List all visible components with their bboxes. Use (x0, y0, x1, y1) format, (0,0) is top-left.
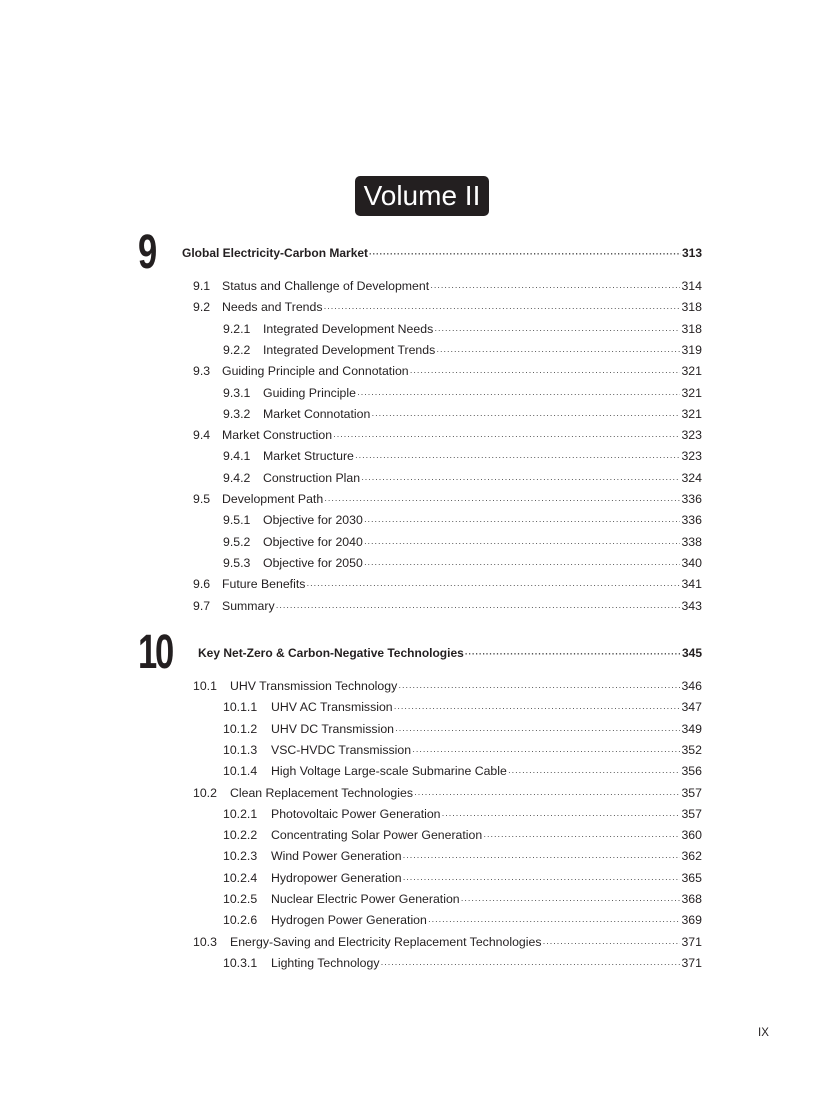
dot-leader (324, 300, 681, 316)
section-page: 352 (681, 742, 702, 757)
dot-leader (357, 386, 681, 402)
section-page: 336 (681, 513, 702, 528)
section-page: 343 (681, 598, 702, 613)
section-title: High Voltage Large-scale Submarine Cable (271, 764, 507, 779)
toc-entry[interactable] (223, 555, 702, 571)
dot-leader (324, 492, 680, 508)
toc-entry[interactable] (223, 512, 702, 528)
section-number: 9.3 (193, 364, 211, 379)
section-title: Status and Challenge of Development (222, 279, 430, 293)
section-number: 9.5.3 (223, 555, 251, 570)
section-number: 9.2.2 (223, 342, 251, 357)
toc-entry[interactable] (223, 406, 702, 422)
dot-leader (483, 828, 680, 844)
dot-leader (410, 364, 681, 380)
section-number: 10.2.6 (223, 913, 258, 928)
toc-entry[interactable] (223, 534, 702, 550)
dot-leader (395, 722, 680, 738)
section-page: 318 (681, 300, 702, 315)
section-number: 10.1.4 (223, 764, 258, 779)
section-page: 323 (681, 449, 702, 464)
section-title: Development Path (222, 492, 324, 506)
section-page: 347 (681, 700, 702, 715)
toc-entry[interactable] (193, 576, 702, 592)
section-number: 9.4 (193, 428, 211, 443)
section-number: 9.2 (193, 300, 211, 315)
section-page: 324 (681, 470, 702, 485)
section-page: 321 (681, 385, 702, 400)
toc-entry[interactable] (223, 870, 702, 886)
dot-leader (436, 343, 680, 359)
dot-leader (414, 786, 680, 802)
dot-leader (442, 807, 681, 823)
dot-leader (542, 935, 680, 951)
toc-entry[interactable] (223, 742, 702, 758)
section-number: 9.3.1 (223, 385, 251, 400)
dot-leader (369, 246, 681, 262)
section-number: 9.1 (193, 279, 211, 293)
section-page: 336 (681, 492, 702, 506)
dot-leader (403, 871, 681, 887)
chapter-heading[interactable] (182, 245, 702, 261)
toc-entry[interactable] (193, 785, 702, 801)
section-title: Clean Replacement Technologies (230, 785, 413, 800)
section-page: 321 (681, 364, 702, 379)
section-title: Energy-Saving and Electricity Replacement Technologies (230, 934, 542, 949)
chapter-heading[interactable] (198, 645, 702, 661)
section-page: 369 (681, 913, 702, 928)
section-page: 360 (681, 828, 702, 843)
toc-entry[interactable] (223, 470, 702, 486)
dot-leader (333, 428, 680, 444)
section-title: VSC-HVDC Transmission (271, 742, 412, 757)
dot-leader (361, 471, 680, 487)
toc-entry[interactable] (193, 934, 702, 950)
section-page: 319 (681, 342, 702, 357)
toc-entry[interactable] (223, 955, 702, 971)
section-number: 9.2.1 (223, 321, 251, 336)
section-title: Nuclear Electric Power Generation (271, 892, 460, 906)
section-number: 10.2 (193, 785, 217, 800)
section-number: 10.1.2 (223, 721, 258, 736)
section-title: Construction Plan (263, 470, 361, 485)
chapter-number: 10 (138, 626, 173, 679)
section-number: 10.2.2 (223, 828, 258, 843)
toc-entry[interactable] (223, 848, 702, 864)
section-title: Hydrogen Power Generation (271, 913, 427, 928)
toc-entry[interactable] (223, 321, 702, 337)
section-page: 365 (681, 870, 702, 885)
section-title: Integrated Development Needs (263, 321, 434, 336)
section-title: Concentrating Solar Power Generation (271, 828, 483, 843)
toc-entry[interactable] (223, 342, 702, 358)
section-title: Summary (222, 598, 275, 613)
page-number: IX (758, 1027, 769, 1039)
toc-entry[interactable] (193, 491, 702, 507)
section-page: 338 (681, 534, 702, 549)
chapter-title: Global Electricity-Carbon Market (182, 246, 369, 260)
section-title: Future Benefits (222, 577, 306, 592)
section-page: 362 (681, 849, 702, 864)
section-number: 10.2.4 (223, 870, 258, 885)
section-title: Lighting Technology (271, 955, 380, 970)
section-title: Market Connotation (263, 406, 371, 421)
section-page: 357 (681, 785, 702, 800)
dot-leader (403, 849, 681, 865)
toc-entry[interactable] (193, 278, 702, 294)
dot-leader (398, 679, 680, 695)
chapter-number: 9 (138, 226, 156, 279)
dot-leader (394, 700, 681, 716)
section-page: 371 (681, 934, 702, 949)
section-number: 10.2.1 (223, 806, 258, 821)
section-number: 9.4.2 (223, 470, 251, 485)
section-page: 314 (681, 279, 702, 293)
section-page: 321 (681, 406, 702, 421)
dot-leader (276, 599, 681, 615)
dot-leader (465, 646, 681, 662)
section-page: 341 (681, 577, 702, 592)
section-number: 10.1.3 (223, 742, 258, 757)
section-page: 346 (681, 679, 702, 693)
toc-entry[interactable] (223, 806, 702, 822)
dot-leader (461, 892, 681, 908)
dot-leader (364, 535, 681, 551)
dot-leader (355, 449, 681, 465)
dot-leader (412, 743, 680, 759)
section-number: 9.5.1 (223, 513, 251, 528)
section-page: 357 (681, 806, 702, 821)
section-page: 356 (681, 764, 702, 779)
section-title: Objective for 2050 (263, 555, 363, 570)
toc-entry[interactable] (223, 763, 702, 779)
section-title: Market Construction (222, 428, 333, 443)
section-number: 10.2.5 (223, 892, 258, 906)
section-title: Market Structure (263, 449, 354, 464)
toc-entry[interactable] (223, 448, 702, 464)
section-title: Guiding Principle (263, 385, 356, 400)
chapter-title: Key Net-Zero & Carbon-Negative Technologies (198, 646, 464, 660)
toc-entry[interactable] (193, 427, 702, 443)
toc-entry[interactable] (193, 678, 702, 694)
toc-entry[interactable] (223, 385, 702, 401)
section-title: Wind Power Generation (271, 849, 402, 864)
dot-leader (371, 407, 680, 423)
dot-leader (380, 956, 680, 972)
section-number: 9.7 (193, 598, 211, 613)
toc-entry[interactable] (193, 598, 702, 614)
section-number: 9.4.1 (223, 449, 251, 464)
dot-leader (508, 764, 681, 780)
dot-leader (364, 513, 681, 529)
section-page: 340 (681, 555, 702, 570)
section-title: UHV AC Transmission (271, 700, 393, 715)
section-title: Guiding Principle and Connotation (222, 364, 409, 379)
section-title: Objective for 2030 (263, 513, 363, 528)
toc-entry[interactable] (223, 827, 702, 843)
volume-title: Volume II (355, 176, 489, 216)
toc-entry[interactable] (223, 721, 702, 737)
dot-leader (430, 279, 680, 295)
chapter-page: 313 (681, 246, 702, 260)
dot-leader (434, 322, 680, 338)
toc-entry[interactable] (223, 891, 702, 907)
section-number: 10.3.1 (223, 955, 258, 970)
dot-leader (364, 556, 681, 572)
section-page: 349 (681, 721, 702, 736)
section-title: UHV Transmission Technology (230, 679, 398, 693)
section-title: Needs and Trends (222, 300, 323, 315)
section-number: 9.6 (193, 577, 211, 592)
toc-entry[interactable] (193, 299, 702, 315)
section-number: 9.5 (193, 492, 211, 506)
section-title: Hydropower Generation (271, 870, 402, 885)
section-number: 10.2.3 (223, 849, 258, 864)
toc-entry[interactable] (223, 912, 702, 928)
section-title: Photovoltaic Power Generation (271, 806, 441, 821)
section-number: 9.5.2 (223, 534, 251, 549)
section-title: UHV DC Transmission (271, 721, 394, 736)
section-title: Objective for 2040 (263, 534, 363, 549)
section-title: Integrated Development Trends (263, 342, 436, 357)
dot-leader (428, 913, 681, 929)
section-number: 10.1.1 (223, 700, 258, 715)
section-number: 9.3.2 (223, 406, 251, 421)
toc-entry[interactable] (223, 699, 702, 715)
section-page: 323 (681, 428, 702, 443)
toc-entry[interactable] (193, 363, 702, 379)
section-page: 318 (681, 321, 702, 336)
chapter-page: 345 (681, 646, 702, 660)
dot-leader (306, 577, 680, 593)
section-page: 368 (681, 892, 702, 906)
section-number: 10.3 (193, 934, 217, 949)
section-number: 10.1 (193, 679, 217, 693)
section-page: 371 (681, 955, 702, 970)
